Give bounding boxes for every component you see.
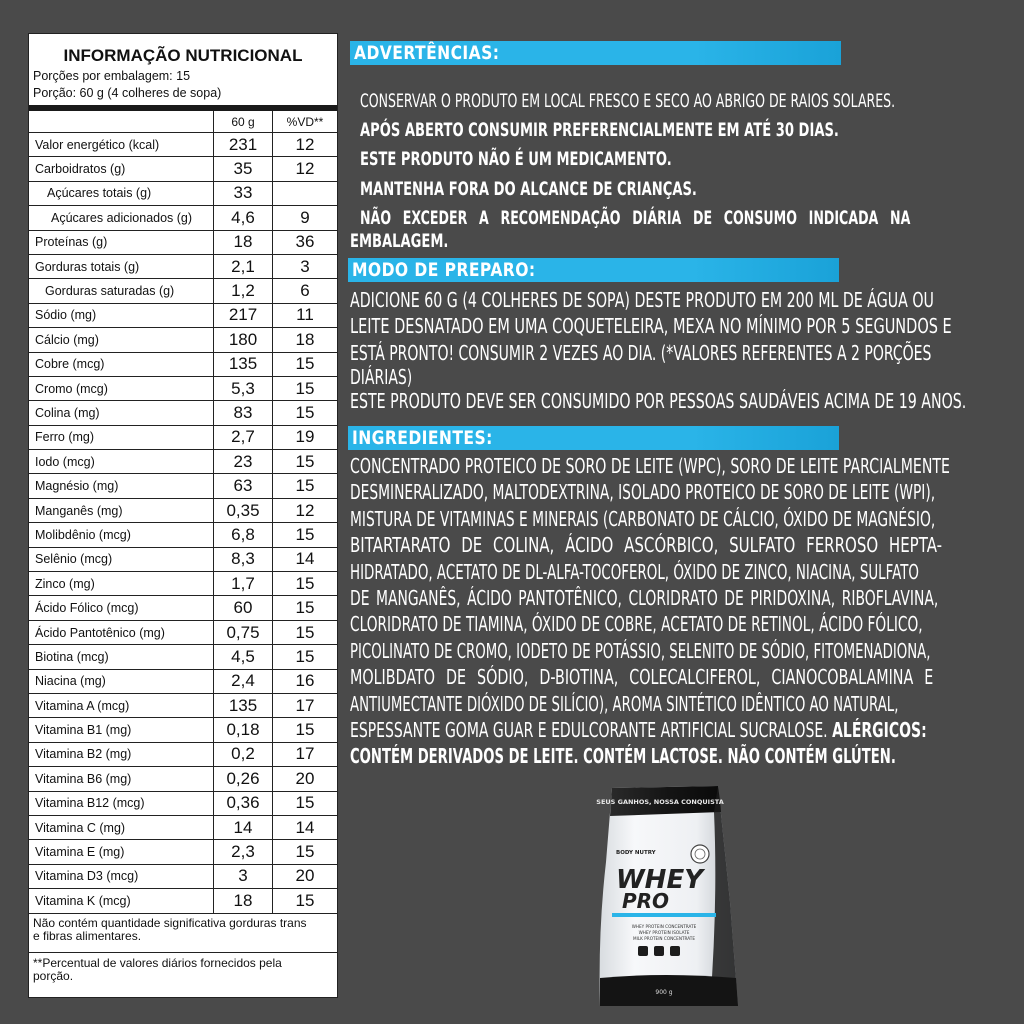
nutrient-daily-value: 17 xyxy=(273,693,338,717)
ingredients-line: BITARTARATO DE COLINA, ÁCIDO ASCÓRBICO, SULFATO FERROSO HEPTA- xyxy=(350,533,943,558)
nutrient-amount: 2,4 xyxy=(214,669,273,693)
preparation-line: ESTE PRODUTO DEVE SER CONSUMIDO POR PESSOAS SAUDÁVEIS ACIMA DE 19 ANOS. xyxy=(350,389,967,414)
table-row xyxy=(29,474,337,498)
table-row xyxy=(29,181,337,205)
nutrient-amount: 0,36 xyxy=(214,791,273,815)
bag-seal-icon xyxy=(691,845,709,863)
nutrient-name: Molibdênio (mcg) xyxy=(29,523,214,547)
table-row xyxy=(29,718,337,742)
nutrient-amount: 18 xyxy=(214,889,273,913)
table-row xyxy=(29,328,337,352)
table-row xyxy=(29,230,337,254)
nutrient-amount: 0,75 xyxy=(214,620,273,644)
nutrient-amount: 8,3 xyxy=(214,547,273,571)
warning-line: CONSERVAR O PRODUTO EM LOCAL FRESCO E SECO AO ABRIGO DE RAIOS SOLARES. xyxy=(360,90,896,112)
table-row xyxy=(29,864,337,888)
bag-desc-line2: WHEY PROTEIN ISOLATE xyxy=(638,930,690,935)
footnote-line: porção. xyxy=(33,968,74,983)
nutrient-daily-value: 15 xyxy=(273,620,338,644)
nutrient-daily-value: 15 xyxy=(273,718,338,742)
nutrient-daily-value xyxy=(273,181,338,205)
nutrient-amount: 63 xyxy=(214,474,273,498)
nutrient-name: Proteínas (g) xyxy=(29,230,214,254)
ingredients-line: HIDRATADO, ACETATO DE DL-ALFA-TOCOFEROL, ÓXIDO DE ZINCO, NIACINA, SULFATO xyxy=(350,559,919,584)
nutrition-table xyxy=(29,111,337,914)
divider xyxy=(29,943,337,953)
nutrient-daily-value: 15 xyxy=(273,352,338,376)
nutrient-daily-value: 15 xyxy=(273,791,338,815)
nutrient-name: Vitamina C (mg) xyxy=(29,815,214,839)
nutrient-amount: 135 xyxy=(214,352,273,376)
table-row xyxy=(29,742,337,766)
nutrient-amount: 6,8 xyxy=(214,523,273,547)
nutrient-daily-value: 20 xyxy=(273,864,338,888)
table-header-row xyxy=(29,111,337,133)
ingredients-line-regular: ESPESSANTE GOMA GUAR E EDULCORANTE ARTIFICIAL SUCRALOSE. xyxy=(350,717,828,742)
table-row xyxy=(29,401,337,425)
table-row xyxy=(29,523,337,547)
nutrient-daily-value: 18 xyxy=(273,328,338,352)
table-row xyxy=(29,889,337,913)
nutrient-amount: 180 xyxy=(214,328,273,352)
nutrient-name: Valor energético (kcal) xyxy=(29,133,214,157)
table-row xyxy=(29,840,337,864)
table-row xyxy=(29,669,337,693)
nutrient-daily-value: 36 xyxy=(273,230,338,254)
column-header-vd: %VD** xyxy=(273,111,338,133)
table-row xyxy=(29,815,337,839)
nutrient-amount: 0,2 xyxy=(214,742,273,766)
serving-size: Porção: 60 g (4 colheres de sopa) xyxy=(33,86,222,100)
bag-name-line1: WHEY xyxy=(616,865,704,895)
table-row xyxy=(29,376,337,400)
footnote-line: e fibras alimentares. xyxy=(33,928,142,943)
nutrient-name: Cobre (mcg) xyxy=(29,352,214,376)
table-row xyxy=(29,279,337,303)
nutrient-amount: 33 xyxy=(214,181,273,205)
footnote-daily-values xyxy=(29,953,337,983)
ingredients-heading-bar xyxy=(348,426,839,450)
table-row xyxy=(29,620,337,644)
table-row xyxy=(29,303,337,327)
allergens-line: CONTÉM DERIVADOS DE LEITE. CONTÉM LACTOSE. NÃO CONTÉM GLÚTEN. xyxy=(350,744,896,769)
preparation-line: ADICIONE 60 G (4 COLHERES DE SOPA) DESTE PRODUTO EM 200 ML DE ÁGUA OU xyxy=(350,288,934,312)
bag-desc-line3: MILK PROTEIN CONCENTRATE xyxy=(633,936,695,941)
bag-desc-line1: WHEY PROTEIN CONCENTRATE xyxy=(631,924,697,929)
ingredients-text xyxy=(350,453,994,770)
table-row xyxy=(29,425,337,449)
nutrient-amount: 2,1 xyxy=(214,254,273,278)
nutrient-daily-value: 14 xyxy=(273,815,338,839)
nutrient-amount: 4,6 xyxy=(214,206,273,230)
ingredients-heading: INGREDIENTES: xyxy=(352,427,493,449)
nutrient-amount: 83 xyxy=(214,401,273,425)
nutrient-name: Biotina (mcg) xyxy=(29,645,214,669)
table-row xyxy=(29,498,337,522)
bag-weight: 900 g xyxy=(655,989,673,996)
nutrient-name: Magnésio (mg) xyxy=(29,474,214,498)
bag-badge-icon xyxy=(670,946,680,956)
preparation-heading: MODO DE PREPARO: xyxy=(352,259,536,281)
table-row xyxy=(29,596,337,620)
nutrient-daily-value: 14 xyxy=(273,547,338,571)
ingredients-line: MOLIBDATO DE SÓDIO, D-BIOTINA, COLECALCIFEROL, CIANOCOBALAMINA E xyxy=(350,665,934,690)
nutrient-name: Carboidratos (g) xyxy=(29,157,214,181)
ingredients-last-line xyxy=(350,717,927,743)
ingredients-line: ANTIUMECTANTE DIÓXIDO DE SILÍCIO), AROMA SINTÉTICO IDÊNTICO AO NATURAL, xyxy=(350,691,899,716)
nutrient-name: Cálcio (mg) xyxy=(29,328,214,352)
nutrient-name: Niacina (mg) xyxy=(29,669,214,693)
warning-line: NÃO EXCEDER A RECOMENDAÇÃO DIÁRIA DE CONSUMO INDICADA NA xyxy=(360,207,911,229)
nutrient-amount: 1,2 xyxy=(214,279,273,303)
nutrient-amount: 1,7 xyxy=(214,572,273,596)
nutrient-name: Vitamina D3 (mcg) xyxy=(29,864,214,888)
table-row xyxy=(29,206,337,230)
table-row xyxy=(29,791,337,815)
nutrient-amount: 231 xyxy=(214,133,273,157)
footnote-trans-fats xyxy=(29,914,337,943)
table-row xyxy=(29,547,337,571)
nutrient-name: Açúcares adicionados (g) xyxy=(29,206,214,230)
bag-badge-icon xyxy=(654,946,664,956)
servings-per-package: Porções por embalagem: 15 xyxy=(33,69,191,83)
nutrient-name: Ácido Pantotênico (mg) xyxy=(29,620,214,644)
nutrient-daily-value: 20 xyxy=(273,767,338,791)
warning-line: MANTENHA FORA DO ALCANCE DE CRIANÇAS. xyxy=(360,178,697,200)
nutrient-daily-value: 15 xyxy=(273,572,338,596)
nutrient-name: Sódio (mg) xyxy=(29,303,214,327)
ingredients-line: MISTURA DE VITAMINAS E MINERAIS (CARBONATO DE CÁLCIO, ÓXIDO DE MAGNÉSIO, xyxy=(350,506,936,531)
nutrient-name: Gorduras saturadas (g) xyxy=(29,279,214,303)
nutrient-daily-value: 16 xyxy=(273,669,338,693)
column-header-amount: 60 g xyxy=(214,111,273,133)
nutrient-name: Vitamina K (mcg) xyxy=(29,889,214,913)
warnings-heading: ADVERTÊNCIAS: xyxy=(354,42,500,64)
nutrient-daily-value: 15 xyxy=(273,474,338,498)
nutrient-name: Vitamina B6 (mg) xyxy=(29,767,214,791)
bag-brand: BODY NUTRY xyxy=(616,850,656,856)
nutrient-name: Açúcares totais (g) xyxy=(29,181,214,205)
nutrient-daily-value: 15 xyxy=(273,450,338,474)
nutrient-daily-value: 3 xyxy=(273,254,338,278)
bag-accent-stripe xyxy=(612,913,716,917)
table-row xyxy=(29,352,337,376)
table-row xyxy=(29,693,337,717)
nutrient-name: Vitamina B1 (mg) xyxy=(29,718,214,742)
nutrient-name: Cromo (mcg) xyxy=(29,376,214,400)
nutrient-daily-value: 15 xyxy=(273,401,338,425)
nutrient-daily-value: 15 xyxy=(273,523,338,547)
table-row xyxy=(29,157,337,181)
nutrient-name: Ácido Fólico (mcg) xyxy=(29,596,214,620)
table-row xyxy=(29,572,337,596)
table-row xyxy=(29,450,337,474)
nutrient-daily-value: 15 xyxy=(273,376,338,400)
nutrient-daily-value: 9 xyxy=(273,206,338,230)
nutrient-amount: 135 xyxy=(214,693,273,717)
preparation-text xyxy=(350,287,994,415)
preparation-line: DIÁRIAS) xyxy=(350,365,413,390)
footnote-line: Não contém quantidade significativa gorduras trans xyxy=(33,915,307,930)
nutrient-daily-value: 12 xyxy=(273,498,338,522)
nutrient-amount: 0,35 xyxy=(214,498,273,522)
ingredients-line: DE MANGANÊS, ÁCIDO PANTOTÊNICO, CLORIDRATO DE PIRIDOXINA, RIBOFLAVINA, xyxy=(350,585,939,610)
table-row xyxy=(29,254,337,278)
nutrient-amount: 60 xyxy=(214,596,273,620)
nutrient-amount: 23 xyxy=(214,450,273,474)
nutrient-amount: 2,7 xyxy=(214,425,273,449)
nutrient-amount: 0,18 xyxy=(214,718,273,742)
product-bag-image xyxy=(590,782,740,1010)
nutrient-amount: 35 xyxy=(214,157,273,181)
nutrient-name: Iodo (mcg) xyxy=(29,450,214,474)
nutrient-name: Vitamina E (mg) xyxy=(29,840,214,864)
nutrient-amount: 18 xyxy=(214,230,273,254)
nutrient-name: Selênio (mcg) xyxy=(29,547,214,571)
nutrient-amount: 217 xyxy=(214,303,273,327)
bag-badge-icon xyxy=(638,946,648,956)
nutrient-name: Vitamina B12 (mcg) xyxy=(29,791,214,815)
nutrient-daily-value: 19 xyxy=(273,425,338,449)
nutrient-daily-value: 12 xyxy=(273,157,338,181)
ingredients-line: CONCENTRADO PROTEICO DE SORO DE LEITE (WPC), SORO DE LEITE PARCIALMENTE xyxy=(350,454,950,478)
nutrient-daily-value: 12 xyxy=(273,133,338,157)
nutrient-name: Zinco (mg) xyxy=(29,572,214,596)
nutrient-name: Manganês (mg) xyxy=(29,498,214,522)
table-row xyxy=(29,767,337,791)
warning-line: APÓS ABERTO CONSUMIR PREFERENCIALMENTE EM ATÉ 30 DIAS. xyxy=(360,119,839,141)
nutrient-name: Vitamina A (mcg) xyxy=(29,693,214,717)
nutrition-facts-panel xyxy=(28,33,338,998)
nutrient-amount: 14 xyxy=(214,815,273,839)
warnings-heading-bar xyxy=(350,41,841,65)
ingredients-line: DESMINERALIZADO, MALTODEXTRINA, ISOLADO PROTEICO DE SORO DE LEITE (WPI), xyxy=(350,480,936,505)
nutrient-amount: 3 xyxy=(214,864,273,888)
preparation-line: ESTÁ PRONTO! CONSUMIR 2 VEZES AO DIA. (*VALORES REFERENTES A 2 PORÇÕES xyxy=(350,340,932,365)
nutrient-daily-value: 15 xyxy=(273,645,338,669)
nutrient-daily-value: 11 xyxy=(273,303,338,327)
nutrient-amount: 4,5 xyxy=(214,645,273,669)
nutrient-daily-value: 6 xyxy=(273,279,338,303)
nutrient-daily-value: 15 xyxy=(273,840,338,864)
nutrient-amount: 5,3 xyxy=(214,376,273,400)
nutrient-name: Ferro (mg) xyxy=(29,425,214,449)
preparation-heading-bar xyxy=(348,258,839,282)
nutrient-daily-value: 15 xyxy=(273,889,338,913)
nutrient-name: Colina (mg) xyxy=(29,401,214,425)
ingredients-line: PICOLINATO DE CROMO, IODETO DE POTÁSSIO, SELENITO DE SÓDIO, FITOMENADIONA, xyxy=(350,638,931,663)
nutrient-name: Vitamina B2 (mg) xyxy=(29,742,214,766)
preparation-line: LEITE DESNATADO EM UMA COQUETELEIRA, MEXA NO MÍNIMO POR 5 SEGUNDOS E xyxy=(350,314,952,339)
nutrient-daily-value: 15 xyxy=(273,596,338,620)
bag-tagline: SEUS GANHOS, NOSSA CONQUISTA xyxy=(596,798,724,806)
ingredients-line: CLORIDRATO DE TIAMINA, ÓXIDO DE COBRE, ACETATO DE RETINOL, ÁCIDO FÓLICO, xyxy=(350,612,923,637)
table-row xyxy=(29,133,337,157)
nutrient-amount: 2,3 xyxy=(214,840,273,864)
bag-name-line2: PRO xyxy=(622,889,670,913)
warning-line: ESTE PRODUTO NÃO É UM MEDICAMENTO. xyxy=(360,148,672,170)
table-row xyxy=(29,645,337,669)
nutrient-amount: 0,26 xyxy=(214,767,273,791)
allergens-label: ALÉRGICOS: xyxy=(832,717,927,742)
footnote-line: **Percentual de valores diários fornecidos pela xyxy=(33,955,282,970)
warning-line: EMBALAGEM. xyxy=(350,230,449,252)
nutrient-daily-value: 17 xyxy=(273,742,338,766)
nutrient-name: Gorduras totais (g) xyxy=(29,254,214,278)
nutrition-title: INFORMAÇÃO NUTRICIONAL xyxy=(63,46,303,65)
